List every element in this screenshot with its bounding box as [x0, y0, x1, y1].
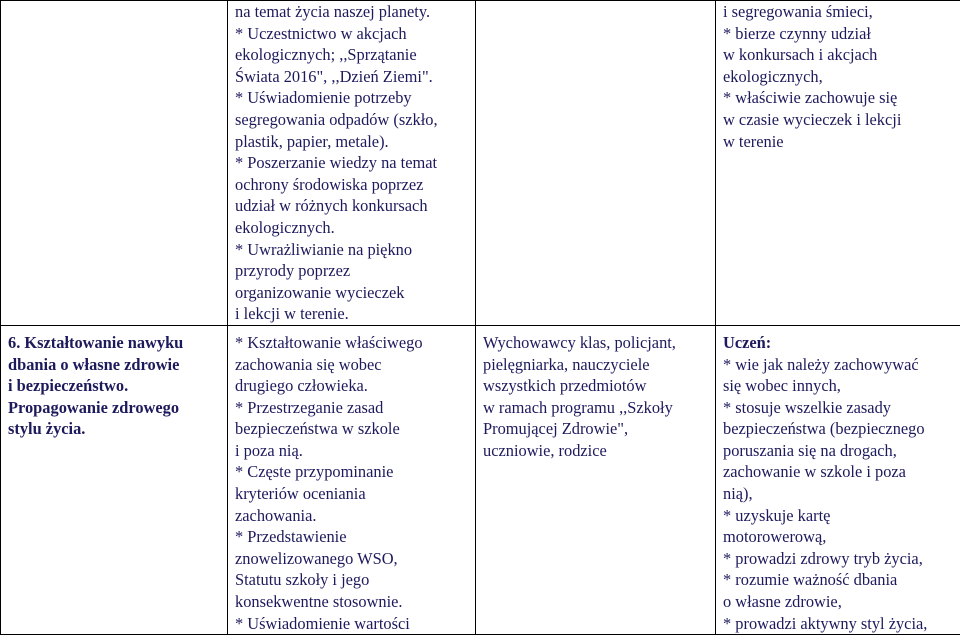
text-line: w ramach programu ,,Szkoły — [483, 397, 715, 419]
text-line: pielęgniarka, nauczyciele — [483, 354, 715, 376]
tasks-cell-continued — [228, 1, 476, 326]
text-line: Świata 2016", ,,Dzień Ziemi". — [235, 66, 475, 88]
text-line: zachowania. — [235, 505, 475, 527]
text-line: w konkursach i akcjach — [723, 44, 960, 66]
text-line: * Przestrzeganie zasad — [235, 397, 475, 419]
tasks-text — [235, 1, 475, 325]
text-line: ochrony środowiska poprzez — [235, 174, 475, 196]
text-line: o własne zdrowie, — [723, 591, 960, 613]
text-line: * Uświadomienie potrzeby — [235, 87, 475, 109]
text-line: ekologicznych; ,,Sprzątanie — [235, 44, 475, 66]
text-line: na temat życia naszej planety. — [235, 1, 475, 23]
text-line: uczniowie, rodzice — [483, 440, 715, 462]
text-line: * prowadzi zdrowy tryb życia, — [723, 548, 960, 570]
text-line: * Poszerzanie wiedzy na temat — [235, 152, 475, 174]
text-line: * Przedstawienie — [235, 526, 475, 548]
text-line: zachowania się wobec — [235, 354, 475, 376]
text-line: * stosuje wszelkie zasady — [723, 397, 960, 419]
responsible-cell — [476, 325, 716, 634]
text-line: poruszania się na drogach, — [723, 440, 960, 462]
text-line: konsekwentne stosownie. — [235, 591, 475, 613]
table-row — [1, 1, 960, 326]
text-line: * wie jak należy zachowywać — [723, 354, 960, 376]
text-line: * Częste przypominanie — [235, 461, 475, 483]
outcomes-cell-continued — [716, 1, 960, 326]
text-line: nią), — [723, 483, 960, 505]
text-line: * uzyskuje kartę — [723, 505, 960, 527]
text-line: * bierze czynny udział — [723, 23, 960, 45]
text-line: * Uczestnictwo w akcjach — [235, 23, 475, 45]
goal-cell-continued — [1, 1, 228, 326]
text-line: motorowerową, — [723, 526, 960, 548]
tasks-text — [235, 326, 475, 634]
text-line: w terenie — [723, 131, 960, 153]
text-line: organizowanie wycieczek — [235, 282, 475, 304]
text-line: udział w różnych konkursach — [235, 195, 475, 217]
text-line: znowelizowanego WSO, — [235, 548, 475, 570]
text-line: drugiego człowieka. — [235, 375, 475, 397]
text-line: bezpieczeństwa w szkole — [235, 418, 475, 440]
outcomes-heading: Uczeń: — [723, 332, 960, 354]
text-line: zachowanie w szkole i poza — [723, 461, 960, 483]
text-line: Wychowawcy klas, policjant, — [483, 332, 715, 354]
text-line: segregowania odpadów (szkło, — [235, 109, 475, 131]
text-line: * Uświadomienie wartości — [235, 613, 475, 635]
text-line: * Kształtowanie właściwego — [235, 332, 475, 354]
text-line: ekologicznych. — [235, 217, 475, 239]
text-line: plastik, papier, metale). — [235, 131, 475, 153]
text-line: Propagowanie zdrowego — [8, 397, 227, 419]
text-line: i segregowania śmieci, — [723, 1, 960, 23]
text-line: bezpieczeństwa (bezpiecznego — [723, 418, 960, 440]
text-line: ekologicznych, — [723, 66, 960, 88]
text-line: przyrody poprzez — [235, 260, 475, 282]
text-line: i poza nią. — [235, 440, 475, 462]
outcomes-text — [723, 1, 960, 152]
text-line: dbania o własne zdrowie — [8, 354, 227, 376]
text-line: Promującej Zdrowie", — [483, 418, 715, 440]
text-line: * właściwie zachowuje się — [723, 87, 960, 109]
responsible-text — [483, 326, 715, 462]
text-line: Statutu szkoły i jego — [235, 569, 475, 591]
text-line: * prowadzi aktywny styl życia, — [723, 613, 960, 635]
text-line: kryteriów oceniania — [235, 483, 475, 505]
text-line: 6. Kształtowanie nawyku — [8, 332, 227, 354]
text-line: * rozumie ważność dbania — [723, 569, 960, 591]
outcomes-list — [723, 354, 960, 376]
goal-text — [8, 326, 227, 440]
tasks-cell — [228, 325, 476, 634]
text-line: * Uwrażliwianie na piękno — [235, 239, 475, 261]
table-row — [1, 325, 960, 634]
text-line: i bezpieczeństwo. — [8, 375, 227, 397]
text-line: w czasie wycieczek i lekcji — [723, 109, 960, 131]
responsible-cell-continued — [476, 1, 716, 326]
outcomes-block — [723, 326, 960, 375]
text-line: się wobec innych, — [723, 375, 960, 397]
outcomes-cell — [716, 325, 960, 634]
text-line: wszystkich przedmiotów — [483, 375, 715, 397]
goal-cell — [1, 325, 228, 634]
text-line: stylu życia. — [8, 418, 227, 440]
text-line: i lekcji w terenie. — [235, 303, 475, 325]
